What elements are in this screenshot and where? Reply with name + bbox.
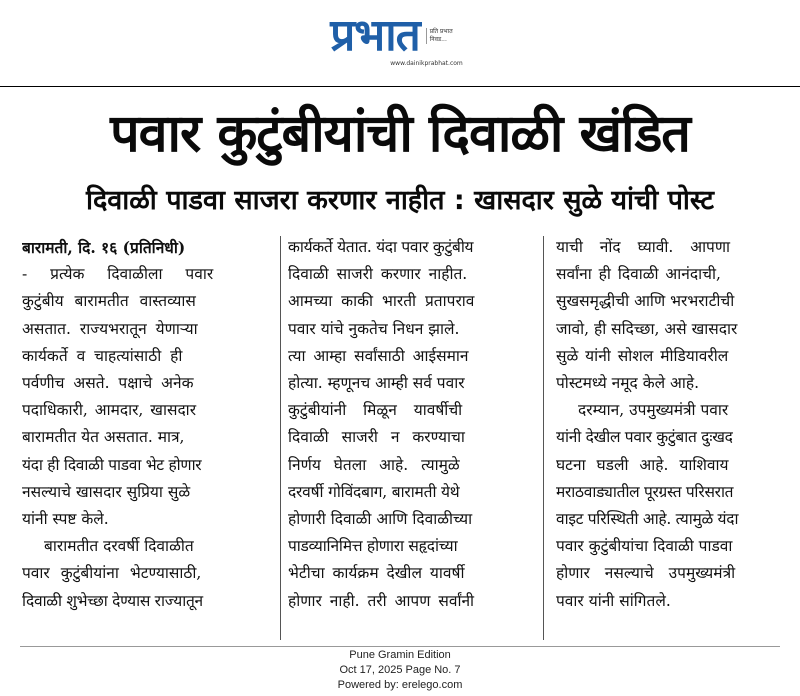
text-line: पवार कुटुंबीयांना भेटण्यासाठी,: [22, 564, 202, 583]
text-line: निर्णय घेतला आहे. त्यामुळे: [288, 455, 460, 474]
text-line: वाइट परिस्थिती आहे. त्यामुळे यंदा: [556, 510, 739, 529]
article-column-2: [288, 234, 532, 615]
text-line: दरवर्षी गोविंदबाग, बारामती येथे: [288, 482, 460, 501]
text-line: सुखसमृद्धीची आणि भरभराटीची: [556, 292, 735, 311]
text-line: कार्यकर्ते व चाहत्यांसाठी ही: [22, 346, 183, 365]
footer-edition: Pune Gramin Edition: [349, 649, 451, 661]
text-line: यांनी स्पष्ट केले.: [22, 510, 109, 529]
masthead: [0, 0, 800, 88]
text-line: मराठवाड्यातील पूरग्रस्त परिसरात: [556, 482, 734, 501]
text-line: कुटुंबीयांनी मिळून यावर्षीची: [288, 401, 463, 420]
headline: पवार कुटुंबीयांची दिवाळी खंडित: [110, 104, 690, 164]
text-line: जावो, ही सदिच्छा, असे खासदार: [556, 319, 738, 338]
column-divider: [543, 236, 544, 640]
dateline: बारामती, दि. १६ (प्रतिनिधी): [22, 238, 186, 257]
text-line: बारामतीत येत असतात. मात्र,: [22, 428, 185, 447]
text-line: पदाधिकारी, आमदार, खासदार: [22, 401, 197, 420]
text-line: घटना घडली आहे. याशिवाय: [556, 455, 729, 474]
text-line: - प्रत्येक दिवाळीला पवार: [22, 265, 214, 284]
text-line: असतात. राज्यभरातून येणाऱ्या: [22, 319, 198, 338]
text-line: नसल्याचे खासदार सुप्रिया सुळे: [22, 482, 191, 501]
text-line: पवार यांनी सांगितले.: [556, 591, 671, 610]
text-line: भेटीचा कार्यक्रम देखील यावर्षी: [288, 564, 465, 583]
article-column-1: [22, 234, 274, 615]
footer-date-page: Oct 17, 2025 Page No. 7: [339, 664, 461, 676]
column-divider: [280, 236, 281, 640]
text-line: होत्या. म्हणूनच आम्ही सर्व पवार: [288, 374, 465, 393]
text-line: दिवाळी साजरी न करण्याचा: [288, 428, 465, 447]
text-line: याची नोंद घ्यावी. आपणा: [556, 238, 731, 256]
footer-rule: [20, 646, 780, 647]
text-line: सर्वांना ही दिवाळी आनंदाची,: [556, 265, 721, 284]
text-line: आमच्या काकी भारती प्रतापराव: [288, 292, 475, 311]
footer-powered-by: Powered by: erelego.com: [337, 679, 463, 691]
subheadline: दिवाळी पाडवा साजरा करणार नाहीत : खासदार सुळे यांची पोस्ट: [85, 185, 715, 216]
text-line: पवार यांचे नुकतेच निधन झाले.: [288, 319, 460, 338]
text-line: दिवाळी साजरी करणार नाहीत.: [288, 265, 468, 284]
text-line: सुळे यांनी सोशल मीडियावरील: [556, 346, 729, 365]
text-line: त्या आम्हा सर्वांसाठी आईसमान: [288, 346, 469, 365]
text-line: पाडव्यानिमित्त होणारा सहृदांच्या: [288, 537, 458, 556]
logo-tagline: प्रति प्रभात निवड...: [426, 28, 470, 44]
text-line: होणार नसल्याचे उपमुख्यमंत्री: [556, 564, 736, 583]
text-line: यंदा ही दिवाळी पाडवा भेट होणार: [22, 455, 202, 474]
text-line: कार्यकर्ते येतात. यंदा पवार कुटुंबीय: [288, 238, 474, 256]
text-line: होणार नाही. तरी आपण सर्वांनी: [288, 591, 475, 610]
footer: [0, 648, 800, 693]
text-line: दरम्यान, उपमुख्यमंत्री पवार: [578, 401, 729, 420]
top-rule: [0, 86, 800, 87]
text-line: पोस्टमध्ये नमूद केले आहे.: [556, 374, 700, 393]
text-line: पर्वणीच असते. पक्षाचे अनेक: [22, 374, 194, 393]
logo: [330, 10, 469, 67]
text-line: पवार कुटुंबीयांचा दिवाळी पाडवा: [556, 537, 733, 556]
article-column-3: [556, 234, 788, 615]
logo-text: प्रभात: [330, 10, 420, 61]
text-line: यांनी देखील पवार कुटुंबात दुःखद: [556, 428, 733, 447]
text-line: होणारी दिवाळी आणि दिवाळीच्या: [288, 510, 473, 529]
text-line: दिवाळी शुभेच्छा देण्यास राज्यातून: [22, 591, 203, 610]
website: www.dainikprabhat.com: [390, 60, 463, 67]
text-line: बारामतीत दरवर्षी दिवाळीत: [44, 537, 194, 556]
text-line: कुटुंबीय बारामतीत वास्तव्यास: [22, 292, 196, 311]
